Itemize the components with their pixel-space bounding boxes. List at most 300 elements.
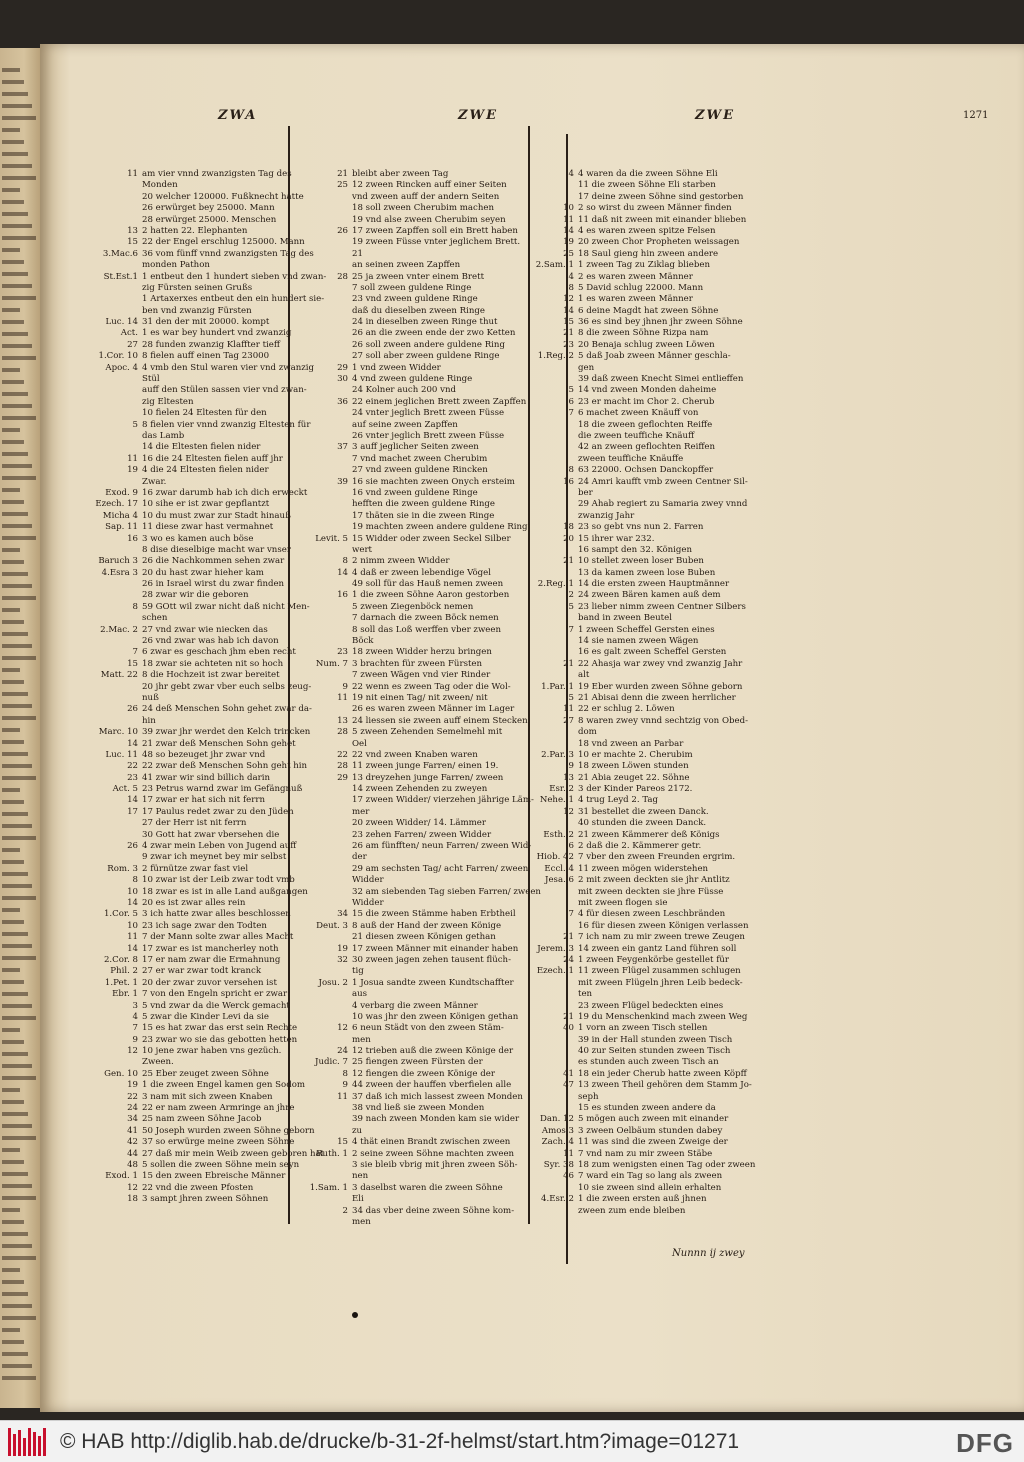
entry-reference: 16 <box>127 533 138 544</box>
entry-text: 10 zwar ist der Leib zwar todt vmb <box>142 875 295 886</box>
entry-text: 4 vnd zween guldene Ringe <box>352 374 473 385</box>
entry-reference: 5 <box>568 601 574 612</box>
entry-row <box>92 1046 282 1057</box>
entry-text: die zween teuffiche Knäuff <box>578 430 695 441</box>
entry-text: 6 machet zween Knäuff von <box>578 408 699 419</box>
entry-text: band in zween Beutel <box>578 613 672 624</box>
entry-reference <box>302 340 352 351</box>
entry-reference <box>92 682 142 693</box>
entry-text: 40 stunden die zween Danck. <box>578 818 707 829</box>
entry-row <box>528 272 764 283</box>
entry-text: Zween. <box>142 1057 174 1068</box>
entry-text: 7 vnd machet zween Cherubim <box>352 453 488 464</box>
entry-row <box>302 511 520 522</box>
entry-text: 39 zwar jhr werdet den Kelch trincken <box>142 727 311 738</box>
entry-row <box>302 932 520 943</box>
entry-row <box>92 408 282 419</box>
entry-text: 29 Ahab regiert zu Samaria zwey vnnd <box>578 499 748 510</box>
entry-row <box>528 944 764 955</box>
entry-row <box>92 738 296 750</box>
dfg-logo-icon[interactable]: DFG <box>956 1428 1014 1458</box>
entry-reference <box>302 249 352 260</box>
entry-reference: 10 <box>563 203 574 214</box>
entry-reference: 2.Cor. 8 <box>103 954 138 965</box>
entry-reference <box>302 203 352 214</box>
entry-text: 17 zwar es ist mancherley noth <box>142 943 279 954</box>
entry-reference: 23 <box>563 339 574 350</box>
entry-row <box>302 272 520 283</box>
entry-text: mit zween flogen sie <box>578 898 668 908</box>
entry-text: 23 so gebt vns nun 2. Farren <box>578 522 704 533</box>
entry-text: 18 zween Widder herzu bringen <box>352 647 492 658</box>
entry-text: 7 ward ein Tag so lang als zween <box>578 1171 723 1182</box>
entry-row <box>302 351 520 362</box>
entry-text: 5 vnd zwar da die Werck gemacht <box>142 1000 290 1011</box>
entry-reference: 12 <box>337 1023 348 1034</box>
entry-reference <box>528 1206 578 1217</box>
entry-text: 7 zween Wägen vnd vier Rinder <box>352 670 491 681</box>
entry-reference: Marc. 10 <box>98 727 138 738</box>
entry-row <box>92 568 282 579</box>
entry-row <box>92 898 282 909</box>
entry-reference <box>302 192 352 203</box>
entry-row <box>92 1092 282 1103</box>
hab-logo-icon[interactable] <box>8 1428 46 1456</box>
entry-text: 11 die zween Söhne Eli starben <box>578 180 716 191</box>
entry-row <box>92 226 282 237</box>
entry-text: der <box>352 852 367 863</box>
entry-text: 63 22000. Ochsen Danckopffer <box>578 465 714 476</box>
entry-reference: 6 <box>568 841 574 852</box>
entry-reference: 27 <box>127 339 138 350</box>
entry-row <box>302 1206 520 1217</box>
entry-reference <box>302 522 352 533</box>
entry-text: 1 vorn an zween Tisch stellen <box>578 1023 708 1034</box>
entry-row <box>528 784 764 795</box>
entry-reference: Dan. 12 <box>540 1114 574 1125</box>
entry-row <box>302 431 520 442</box>
entry-row <box>528 169 764 180</box>
entry-row <box>528 602 764 613</box>
entry-row <box>302 795 534 806</box>
entry-reference: 26 <box>127 841 138 852</box>
entry-reference <box>92 818 142 829</box>
entry-text: 1 es waren zween Männer <box>578 294 693 305</box>
entry-reference: 22 <box>337 749 348 760</box>
entry-reference: 11 <box>563 1148 574 1159</box>
entry-reference: 21 <box>337 169 348 179</box>
entry-text: 11 zween mögen widerstehen <box>578 863 709 874</box>
ink-dot <box>352 1312 358 1318</box>
entry-text: 24 deß Menschen Sohn gehet zwar da- <box>142 704 312 715</box>
entry-text: 17 er nam zwar die Ermahnung <box>142 954 281 965</box>
entry-reference <box>92 215 142 226</box>
entry-row <box>92 534 282 545</box>
entry-text: 18 zween Löwen stunden <box>578 761 689 772</box>
entry-row <box>302 454 520 465</box>
entry-reference: 16 <box>337 590 348 601</box>
entry-text: 8 die Hochzeit ist zwar bereitet <box>142 670 280 681</box>
entry-row <box>528 465 764 476</box>
entry-reference: Exod. 1 <box>105 1171 138 1182</box>
entry-text: zig Fürsten seinen Grußs <box>142 282 253 293</box>
entry-text: Stül <box>142 374 160 385</box>
entry-row <box>302 693 520 704</box>
entry-row <box>528 431 764 442</box>
entry-reference: Gen. 10 <box>104 1068 138 1079</box>
entry-text: 42 an zween geflochten Reiffen <box>578 442 716 453</box>
entry-row <box>302 442 520 453</box>
entry-text: 3 brachten für zween Fürsten <box>352 658 483 669</box>
entry-text: 2 nimm zween Widder <box>352 556 450 567</box>
entry-row <box>528 636 764 647</box>
entry-reference: 14 <box>127 943 138 954</box>
entry-text: 15 ihrer war 232. <box>578 533 655 544</box>
entry-row <box>302 590 520 601</box>
entry-text: aus <box>352 989 368 1000</box>
entry-row <box>92 909 291 920</box>
entry-reference <box>92 431 142 442</box>
entry-text: 23 zwar wo sie das gebotten hetten <box>142 1034 298 1045</box>
entry-reference: 30 <box>337 374 348 385</box>
entry-row <box>528 1194 764 1205</box>
entry-text: 7 ich nam zu mir zween trewe Zeugen <box>578 932 745 943</box>
entry-reference: 12 <box>127 1046 138 1057</box>
entry-reference: 21 <box>563 328 574 339</box>
entry-text: 18 Saul gieng hin zween andere <box>578 248 719 259</box>
entry-row <box>92 340 282 351</box>
entry-text: 20 zween Widder/ 14. Lämmer <box>352 818 486 829</box>
entry-text: 28 funden zwanzig Klaffter tieff <box>142 339 280 350</box>
entry-text: 6 neun Städt von den zween Stäm- <box>352 1023 504 1034</box>
entry-row <box>92 454 282 465</box>
entry-reference <box>528 898 578 909</box>
entry-row <box>528 989 764 1000</box>
entry-row <box>302 169 520 180</box>
entry-row <box>92 499 282 510</box>
entry-text: 4 daß er zween lebendige Vögel <box>352 567 491 578</box>
entry-row <box>528 773 764 784</box>
entry-reference: 14 <box>127 738 138 749</box>
entry-text: 7 darnach die zween Böck nemen <box>352 613 499 624</box>
entry-row <box>302 1012 520 1023</box>
entry-text: 48 so bezeuget jhr zwar vnd <box>142 749 266 760</box>
entry-reference: 34 <box>337 909 348 920</box>
entry-row <box>302 773 520 784</box>
entry-reference <box>302 704 352 715</box>
entry-reference <box>302 1114 352 1125</box>
entry-text: 3 sie bleib vbrig mit jhren zween Söh- <box>352 1159 518 1170</box>
entry-row <box>528 864 764 875</box>
entry-reference <box>302 1103 352 1114</box>
entry-reference: 21 <box>563 658 574 669</box>
entry-row <box>528 1114 764 1125</box>
entry-row <box>528 1160 764 1171</box>
entry-reference: Luc. 14 <box>105 317 138 328</box>
entry-text: 19 vnd alse zween Cherubim seyen <box>352 214 506 225</box>
entry-reference <box>302 317 352 328</box>
folio-number: 1271 <box>963 110 989 121</box>
entry-row <box>302 180 520 191</box>
entry-text: 29 am sechsten Tag/ acht Farren/ zween <box>352 863 529 874</box>
entry-reference: 1.Cor. 10 <box>98 351 138 362</box>
entry-row <box>528 921 764 932</box>
entry-text: Widder <box>352 875 384 886</box>
entry-row <box>92 510 291 522</box>
entry-text: 22 vnd die zween Pfosten <box>142 1182 254 1193</box>
entry-text: 30 zween jagen zehen tausent flüch- <box>352 954 511 965</box>
entry-text: 3 wo es kamen auch böse <box>142 533 254 544</box>
entry-row <box>92 579 285 590</box>
entry-row <box>302 556 520 567</box>
entry-text: 27 vnd zween guldene Rincken <box>352 465 488 476</box>
entry-reference: 9 <box>342 1080 348 1091</box>
entry-text: 26 an die zween ende der zwo Ketten <box>352 328 516 339</box>
entry-row <box>92 886 308 898</box>
entry-reference <box>528 499 578 510</box>
entry-reference: 4 <box>568 169 574 179</box>
entry-text: 20 jhr gebt zwar vber euch selbs zeug- <box>142 681 312 692</box>
entry-row <box>92 761 308 772</box>
entry-reference: 21 <box>563 1011 574 1022</box>
entry-reference <box>92 306 142 317</box>
entry-row <box>92 477 282 488</box>
entry-text: 17 thäten sie in die zween Ringe <box>352 510 495 521</box>
entry-row <box>302 921 520 932</box>
entry-reference: 9 <box>568 761 574 772</box>
entry-row <box>302 1217 520 1228</box>
entry-text: 17 zween Widder/ vierzehen jährige Läm- <box>352 795 534 806</box>
entry-reference <box>528 887 578 898</box>
entry-reference <box>528 636 578 647</box>
entry-reference: 22 <box>127 761 138 772</box>
entry-reference <box>528 818 578 829</box>
entry-text: monden Pathon <box>142 260 210 271</box>
entry-row <box>92 1000 290 1012</box>
entry-reference <box>302 431 352 442</box>
entry-row <box>528 534 764 545</box>
entry-reference: Act. 5 <box>112 784 138 795</box>
entry-reference: Levit. 5 <box>315 533 348 544</box>
entry-text: 4 für diesen zween Leschbränden <box>578 909 726 920</box>
entry-text: 44 zween der hauffen vberfielen alle <box>352 1080 512 1091</box>
entry-row <box>92 625 282 636</box>
entry-reference: Josu. 2 <box>318 977 348 988</box>
entry-reference: Nehe. 1 <box>539 795 574 806</box>
copyright-link[interactable]: © HAB http://diglib.hab.de/drucke/b-31-2f-helmst/start.htm?image=01271 <box>60 1429 740 1453</box>
entry-row <box>92 397 282 408</box>
entry-reference: 28 <box>337 271 348 282</box>
entry-row <box>92 351 282 362</box>
entry-row <box>302 579 520 590</box>
entry-row <box>302 659 520 670</box>
entry-row <box>528 294 764 305</box>
entry-text: 11 zween junge Farren/ einen 19. <box>352 761 499 772</box>
entry-text: 8 waren zwey vnnd sechtzig von Obed- <box>578 715 748 726</box>
entry-reference: 18 <box>563 522 574 533</box>
entry-row <box>92 750 282 761</box>
entry-text: 18 die zween geflochten Reiffe <box>578 419 713 430</box>
entry-text: 22 vnd zween Knaben waren <box>352 749 478 760</box>
entry-row <box>528 625 764 636</box>
entry-row <box>302 1194 520 1205</box>
entry-reference <box>528 1057 578 1068</box>
entry-row <box>92 670 282 681</box>
entry-reference: Baruch 3 <box>98 556 138 567</box>
entry-text: 34 das vber deine zween Söhne kom- <box>352 1205 515 1216</box>
entry-reference: 8 <box>132 875 138 886</box>
entry-text: 15 Widder oder zween Seckel Silber <box>352 533 511 544</box>
entry-reference <box>302 328 352 339</box>
entry-text: 15 die zween Stämme haben Erbtheil <box>352 909 516 920</box>
entry-row <box>528 978 764 989</box>
entry-text: 32 am siebenden Tag sieben Farren/ zween <box>352 886 541 897</box>
entry-text: vnd zween auff der andern Seiten <box>352 191 500 202</box>
entry-reference <box>528 1001 578 1012</box>
entry-reference: Amos 3 <box>541 1125 574 1136</box>
entry-row <box>528 887 764 898</box>
entry-text: 10 sihe er ist zwar gepflantzt <box>142 499 270 510</box>
entry-text: men <box>352 1216 371 1227</box>
entry-row <box>92 944 282 955</box>
entry-text: auf seine zween Zapffen <box>352 419 458 430</box>
entry-text: 8 fielen auff einen Tag 23000 <box>142 351 270 362</box>
column-middle <box>302 169 541 1228</box>
entry-text: 2 hatten 22. Elephanten <box>142 225 248 236</box>
entry-text: 16 vnd zween guldene Ringe <box>352 487 478 498</box>
entry-row <box>92 1148 325 1160</box>
entry-text: 25 nam zween Söhne Jacob <box>142 1114 262 1125</box>
entry-text: zu <box>352 1125 363 1136</box>
entry-reference: 21 <box>563 556 574 567</box>
entry-text: auff den Stülen sassen vier vnd zwan- <box>142 385 307 396</box>
entry-row <box>528 579 764 590</box>
entry-reference <box>302 306 352 317</box>
entry-reference <box>302 613 352 624</box>
entry-text: 19 du Menschenkind mach zween Weg <box>578 1011 748 1022</box>
entry-row <box>528 260 764 271</box>
entry-reference: 3 <box>132 1000 138 1011</box>
entry-text: 8 dise dieselbige macht war vnser <box>142 544 291 555</box>
entry-reference <box>92 203 142 214</box>
entry-text: 24 Kolner auch 200 vnd <box>352 385 457 396</box>
entry-row <box>302 568 520 579</box>
entry-text: 10 du must zwar zur Stadt hinauß <box>142 510 291 521</box>
entry-reference: 28 <box>337 761 348 772</box>
entry-row <box>528 704 764 715</box>
entry-reference: 13 <box>127 225 138 236</box>
entry-reference <box>528 1183 578 1194</box>
entry-text: 25 Eber zeuget zween Söhne <box>142 1068 269 1079</box>
entry-row <box>528 180 764 191</box>
entry-reference: 42 <box>127 1137 138 1148</box>
entry-text: schen <box>142 613 168 624</box>
entry-reference <box>528 180 578 191</box>
entry-row <box>528 727 764 738</box>
entry-text: 3 daselbst waren die zween Söhne <box>352 1182 503 1193</box>
entry-text: seph <box>578 1091 599 1102</box>
entry-row <box>302 886 541 898</box>
entry-row <box>302 898 520 909</box>
entry-row <box>528 454 764 465</box>
entry-row <box>528 511 764 522</box>
entry-reference <box>528 1092 578 1103</box>
entry-reference: 20 <box>563 533 574 544</box>
entry-reference: Ebr. 1 <box>112 989 138 1000</box>
entry-reference <box>92 852 142 863</box>
entry-row <box>302 818 520 829</box>
entry-row <box>92 362 315 374</box>
entry-row <box>528 226 764 237</box>
column-left <box>92 169 327 1206</box>
entry-row <box>528 408 764 419</box>
entry-reference <box>92 442 142 453</box>
entry-row <box>302 863 529 875</box>
entry-row <box>92 852 287 863</box>
entry-text: 5 zween Zehenden Semelmehl mit <box>352 727 503 738</box>
entry-reference: 10 <box>127 920 138 931</box>
entry-text: 1 zween Scheffel Gersten eines <box>578 624 715 635</box>
entry-text: 27 er war zwar todt kranck <box>142 966 262 977</box>
entry-row <box>302 1046 520 1057</box>
entry-reference <box>528 511 578 522</box>
entry-text: 17 zween Männer mit einander haben <box>352 943 519 954</box>
entry-reference: 11 <box>127 453 138 464</box>
entry-reference: 48 <box>127 1159 138 1170</box>
entry-row <box>528 590 764 601</box>
entry-text: 1 zween Tag zu Ziklag blieben <box>578 260 710 271</box>
entry-reference: 2.Sam. 1 <box>535 260 574 271</box>
entry-text: mit zween deckten sie jhre Füsse <box>578 886 724 897</box>
entry-reference <box>302 237 352 248</box>
entry-row <box>528 1001 764 1012</box>
entry-text: 39 in der Hall stunden zween Tisch <box>578 1034 733 1045</box>
entry-row <box>92 647 296 658</box>
entry-row <box>528 568 764 579</box>
entry-row <box>302 955 520 966</box>
entry-row <box>92 1012 282 1023</box>
entry-reference <box>302 784 352 795</box>
entry-reference: Rom. 3 <box>107 863 138 874</box>
entry-text: 23 vnd zween guldene Ringe <box>352 294 478 305</box>
entry-reference <box>92 693 142 704</box>
column-rule-1 <box>288 126 290 1224</box>
entry-reference: 14 <box>127 898 138 908</box>
entry-row <box>302 1001 520 1012</box>
entry-row <box>528 647 764 658</box>
entry-text: 16 für diesen zween Königen verlassen <box>578 920 749 931</box>
catchword: Nunnn ij zwey <box>672 1248 745 1259</box>
entry-row <box>302 465 520 476</box>
entry-reference: 11 <box>563 214 574 225</box>
entry-row <box>528 1057 764 1068</box>
entry-reference: 18 <box>127 1194 138 1205</box>
entry-row <box>92 989 288 1000</box>
entry-row <box>92 681 312 693</box>
entry-row <box>92 294 325 305</box>
entry-row <box>302 1149 520 1160</box>
entry-row <box>302 1160 520 1171</box>
entry-text: das Lamb <box>142 430 185 441</box>
entry-text: 16 es galt zween Scheffel Gersten <box>578 647 727 658</box>
entry-row <box>528 203 764 214</box>
entry-row <box>302 966 520 977</box>
entry-reference: 7 <box>568 909 574 920</box>
entry-text: 2 daß die 2. Kämmerer getr. <box>578 841 702 852</box>
entry-text: 7 der Mann solte zwar alles Macht <box>142 932 294 943</box>
entry-text: 4 thät einen Brandt zwischen zween <box>352 1137 511 1148</box>
entry-row <box>92 590 282 601</box>
